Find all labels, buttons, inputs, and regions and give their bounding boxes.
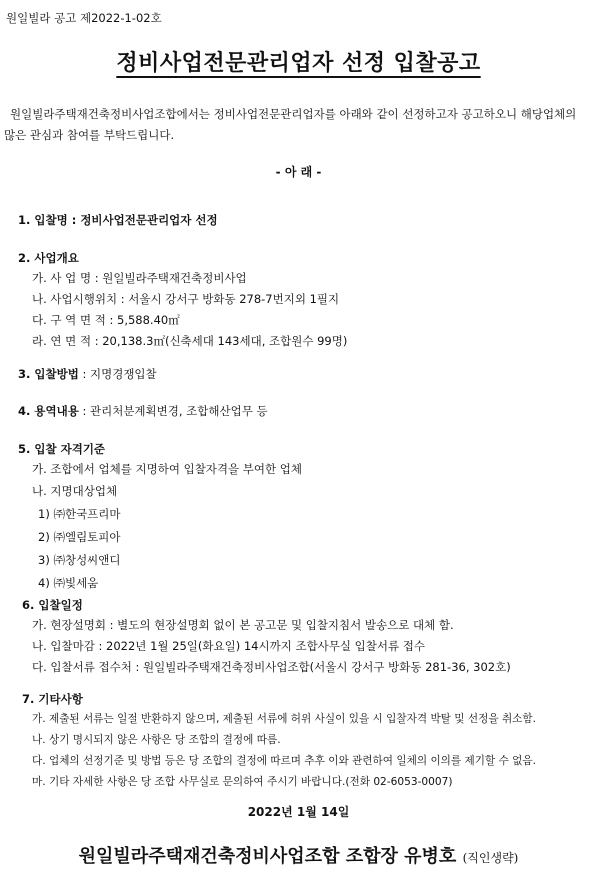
section-6-head: 6. 입찰일정 <box>22 598 83 612</box>
section-2-line-4: 라. 연 면 적 : 20,138.3㎡(신축세대 143세대, 조합원수 99명) <box>32 334 348 348</box>
notice-number: 원일빌라 공고 제2022-1-02호 <box>6 11 162 25</box>
section-3-text: : 지명경쟁입찰 <box>78 367 157 381</box>
page-title <box>0 46 597 77</box>
firm-item-4: 4) ㈜빛세움 <box>38 576 99 590</box>
section-7-line-3: 다. 업체의 선정기준 및 방법 등은 당 조합의 결정에 따르며 추후 이와 관련하여 일체의 이의를 제기할 수 없음. <box>32 755 537 767</box>
section-3 <box>18 366 157 382</box>
section-7-line-1: 가. 제출된 서류는 일절 반환하지 않으며, 제출된 서류에 허위 사실이 있을 시 입찰자격 박탈 및 선정을 취소함. <box>32 713 537 725</box>
section-1-head: 1. 입찰명 : <box>18 213 77 227</box>
section-2-line-3: 다. 구 역 면 적 : 5,588.40㎡ <box>32 313 180 327</box>
section-7-line-4: 마. 기타 자세한 사항은 당 조합 사무실로 문의하여 주시기 바랍니다.(전화 02-6053-0007) <box>32 776 453 788</box>
section-6 <box>22 597 83 613</box>
section-5-head: 5. 입찰 자격기준 <box>18 442 106 456</box>
section-7-line-2: 나. 상기 명시되지 않은 사항은 당 조합의 결정에 따름. <box>32 734 281 746</box>
section-3-head: 3. 입찰방법 <box>18 367 79 381</box>
section-5-line-1: 가. 조합에서 업체를 지명하여 입찰자격을 부여한 업체 <box>32 462 302 476</box>
section-2 <box>18 250 79 266</box>
firm-item-3: 3) ㈜창성씨앤디 <box>38 553 121 567</box>
signer-block <box>0 842 597 868</box>
title-text: 정비사업전문관리업자 선정 입찰공고 <box>116 51 481 76</box>
issue-date: 2022년 1월 14일 <box>247 805 350 819</box>
section-7-head: 7. 기타사항 <box>22 692 83 706</box>
section-4-text: : 관리처분계획변경, 조합해산업무 등 <box>78 404 268 418</box>
section-1 <box>18 212 218 228</box>
seal-omitted-note: (직인생략) <box>462 851 519 865</box>
section-6-line-3: 다. 입찰서류 접수처 : 원일빌라주택재건축정비사업조합(서울시 강서구 방화동 281-36, 302호) <box>32 660 511 674</box>
section-4 <box>18 403 268 419</box>
section-2-line-2: 나. 사업시행위치 : 서울시 강서구 방화동 278-7번지외 1필지 <box>32 292 340 306</box>
signer-name: 원일빌라주택재건축정비사업조합 조합장 유병호 <box>78 846 457 867</box>
section-7 <box>22 691 83 707</box>
section-6-line-2: 나. 입찰마감 : 2022년 1월 25일(화요일) 14시까지 조합사무실 입찰서류 접수 <box>32 639 425 653</box>
section-2-line-1: 가. 사 업 명 : 원일빌라주택재건축정비사업 <box>32 271 247 285</box>
below-marker: - 아 래 - <box>275 165 322 179</box>
firm-item-2: 2) ㈜엘림토피아 <box>38 530 121 544</box>
section-2-head: 2. 사업개요 <box>18 251 79 265</box>
section-5-line-2: 나. 지명대상업체 <box>32 484 118 498</box>
section-1-text: 정비사업전문관리업자 선정 <box>76 213 218 227</box>
intro-paragraph: 원일빌라주택재건축정비사업조합에서는 정비사업전문관리업자를 아래와 같이 선정하고자 공고하오니 해당업체의 많은 관심과 참여를 부탁드립니다. <box>4 107 577 142</box>
section-6-line-1: 가. 현장설명회 : 별도의 현장설명회 없이 본 공고문 및 입찰지침서 발송으로 대체 함. <box>32 618 454 632</box>
section-5 <box>18 441 105 457</box>
section-4-head: 4. 용역내용 <box>18 404 79 418</box>
firm-item-1: 1) ㈜한국프리마 <box>38 507 121 521</box>
